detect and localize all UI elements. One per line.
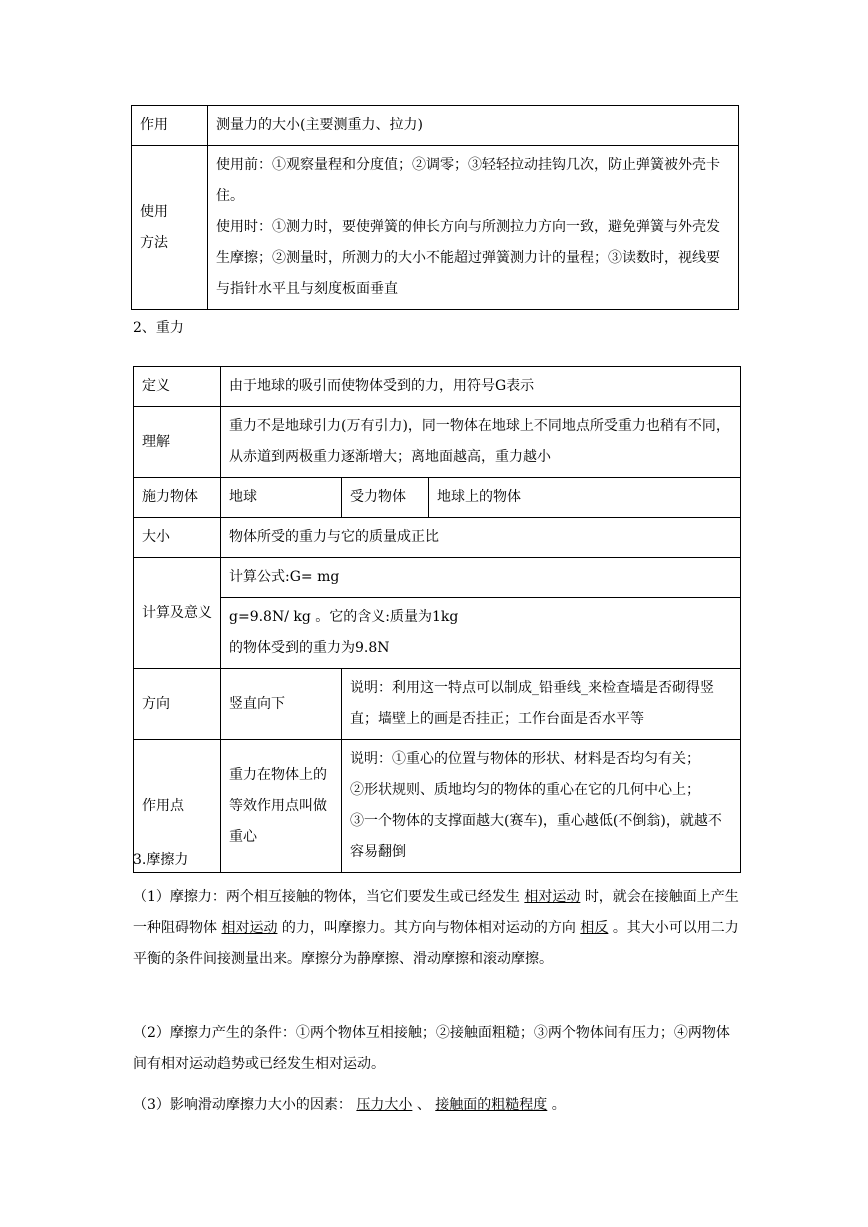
friction-paragraph-3	[133, 1090, 741, 1121]
g-line: g=9.8N/ kg 。它的含义:质量为1kg	[229, 609, 459, 625]
row-label: 作用点	[134, 740, 221, 873]
row-content: 竖直向下	[221, 669, 342, 740]
para-text: 。其大小可以用二力平衡的条件间接测量出来。摩擦分为静摩擦、滑动摩擦和滚动摩擦。	[133, 920, 739, 967]
usage-method	[208, 146, 739, 310]
row-content: 重力在物体上的等效作用点叫做重心	[221, 740, 342, 873]
row-label: 大小	[134, 518, 221, 558]
label-line: 使用	[140, 203, 168, 220]
gravity-table	[133, 366, 741, 873]
table-row	[134, 598, 741, 669]
spring-scale-table	[131, 105, 739, 310]
para-text: （1）摩擦力：两个相互接触的物体，当它们要发生或已经发生	[133, 889, 520, 905]
table-row	[134, 478, 741, 518]
row-label: 受力物体	[342, 478, 429, 518]
blank-answer: 压力大小	[356, 1097, 413, 1113]
row-content: 地球上的物体	[429, 478, 741, 518]
row-label: 理解	[134, 407, 221, 478]
table-row	[132, 146, 739, 310]
blank-answer: 相对运动	[221, 920, 278, 936]
note-text: 来检查墙是否砌得竖直；墙壁上的画是否挂正；工作台面是否水平等	[350, 680, 714, 727]
row-content: 由于地球的吸引而使物体受到的力，用符号G表示	[221, 367, 741, 407]
row-label: 计算及意义	[134, 558, 221, 669]
friction-paragraph-1	[133, 882, 741, 975]
note-line: ③一个物体的支撑面越大(赛车)，重心越低(不倒翁)，就越不容易翻倒	[350, 813, 722, 860]
row-label: 施力物体	[134, 478, 221, 518]
table-row	[134, 558, 741, 598]
blank-answer: 铅垂线	[539, 680, 581, 696]
table-row	[134, 518, 741, 558]
para-text: 、	[416, 1097, 431, 1113]
row-label: 作用	[132, 106, 208, 146]
para-text: （3）影响滑动摩擦力大小的因素：	[133, 1097, 352, 1113]
friction-paragraph-2: （2）摩擦力产生的条件：①两个物体互相接触；②接触面粗糙；③两个物体间有压力；④两物体间有相对运动趋势或已经发生相对运动。	[133, 1025, 730, 1072]
g-line: 的物体受到的重力为9.8N	[229, 640, 390, 656]
row-label: 方向	[134, 669, 221, 740]
note-line: ②形状规则、质地均匀的物体的重心在它的几何中心上；	[350, 782, 700, 798]
row-content: 地球	[221, 478, 342, 518]
row-note: 说明：利用这一特点可以制成_铅垂线_来检查墙是否砌得竖直；墙壁上的画是否挂正；工作台面是否水平等	[342, 669, 741, 740]
row-label	[132, 146, 208, 310]
label-line: 方法	[140, 234, 168, 251]
para-text: 的力，叫摩擦力。其方向与物体相对运动的方向	[281, 920, 576, 936]
section-title-friction: 3.摩擦力	[133, 852, 189, 868]
blank-answer: 接触面的粗糙程度	[435, 1097, 548, 1113]
row-content: 计算公式:G= mg	[221, 558, 741, 598]
row-label: 定义	[134, 367, 221, 407]
row-content: 物体所受的重力与它的质量成正比	[221, 518, 741, 558]
table-row	[134, 669, 741, 740]
table-row	[134, 407, 741, 478]
blank-answer: 相对运动	[524, 889, 581, 905]
para-text: 。	[551, 1097, 566, 1113]
blank-answer: 相反	[580, 920, 609, 936]
table-row	[132, 106, 739, 146]
para-text: 时，就会在接触面上产生一种阻碍物体	[133, 889, 739, 936]
table-row	[134, 740, 741, 873]
section-title-gravity: 2、重力	[133, 320, 184, 336]
note-text: 说明：利用这一特点可以制成	[350, 680, 532, 696]
row-note	[342, 740, 741, 873]
row-content	[221, 598, 741, 669]
row-content: 重力不是地球引力(万有引力)，同一物体在地球上不同地点所受重力也稍有不同，从赤道到两极重力逐渐增大；离地面越高，重力越小	[221, 407, 741, 478]
during-use-text: 使用时：①测力时，要使弹簧的伸长方向与所测拉力方向一致，避免弹簧与外壳发生摩擦；②测量时，所测力的大小不能超过弹簧测力计的量程；③读数时，视线要与指针水平且与刻度板面垂直	[216, 219, 720, 297]
row-content: 测量力的大小(主要测重力、拉力)	[208, 106, 739, 146]
table-row	[134, 367, 741, 407]
before-use-text: 使用前：①观察量程和分度值；②调零；③轻轻拉动挂钩几次，防止弹簧被外壳卡住。	[216, 157, 720, 204]
note-line: 说明：①重心的位置与物体的形状、材料是否均匀有关；	[350, 751, 700, 767]
